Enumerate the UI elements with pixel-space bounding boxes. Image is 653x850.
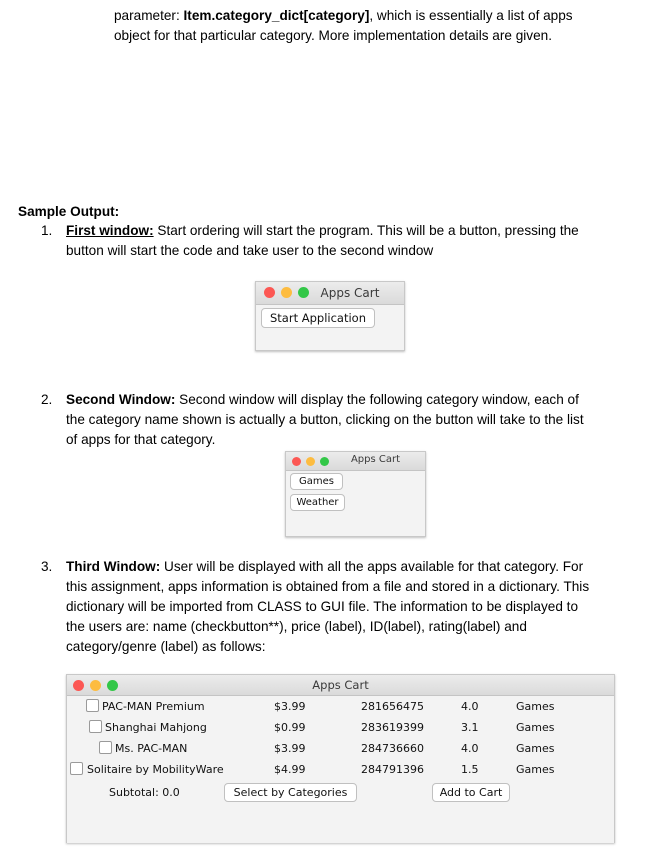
intro-line-2: object for that particular category. More implementation details are given.: [114, 28, 552, 43]
app-checkbox[interactable]: [70, 762, 83, 775]
intro-line-1: [114, 6, 573, 26]
third-window: [66, 674, 615, 843]
step-3-line-4: the users are: name (checkbutton**), price (label), ID(label), rating(label) and: [66, 619, 527, 634]
step-1-line-2: button will start the code and take user to the second window: [66, 243, 434, 258]
app-genre: Games: [516, 700, 555, 713]
intro-text: , which is essentially a list of apps: [369, 8, 573, 23]
games-category-button[interactable]: Games: [290, 473, 343, 490]
step-3-number: 3.: [41, 559, 53, 574]
app-price: $3.99: [274, 742, 306, 755]
start-application-button[interactable]: Start Application: [261, 308, 375, 328]
app-id: 284736660: [361, 742, 424, 755]
app-name: Shanghai Mahjong: [105, 721, 207, 734]
app-checkbox[interactable]: [99, 741, 112, 754]
subtotal-label: Subtotal: 0.0: [109, 786, 180, 799]
third-window-titlebar: [67, 675, 614, 696]
app-id: 281656475: [361, 700, 424, 713]
app-name: Solitaire by MobilityWare: [87, 763, 224, 776]
app-checkbox[interactable]: [86, 699, 99, 712]
step-2-line-2: the category name shown is actually a button, clicking on the button will take to the list: [66, 412, 584, 427]
app-rating: 4.0: [461, 742, 479, 755]
step-1-number: 1.: [41, 223, 53, 238]
window-title: Apps Cart: [320, 286, 380, 300]
app-id: 284791396: [361, 763, 424, 776]
app-rating: 3.1: [461, 721, 479, 734]
app-genre: Games: [516, 742, 555, 755]
window-title: Apps Cart: [312, 678, 369, 692]
step-3-line-1: [66, 557, 583, 577]
step-2-number: 2.: [41, 392, 53, 407]
app-name: Ms. PAC-MAN: [115, 742, 188, 755]
app-price: $0.99: [274, 721, 306, 734]
intro-bold-param: Item.category_dict[category]: [183, 8, 370, 23]
first-window: [255, 281, 405, 351]
app-genre: Games: [516, 763, 555, 776]
intro-text: parameter:: [114, 8, 184, 23]
first-window-titlebar: [256, 282, 404, 305]
step-1-title: First window:: [66, 223, 154, 238]
second-window: [285, 451, 426, 537]
minimize-icon[interactable]: [281, 287, 292, 298]
step-1-line-1: [66, 221, 579, 241]
app-price: $4.99: [274, 763, 306, 776]
step-3-line-3: dictionary will be imported from CLASS to GUI file. The information to be displayed to: [66, 599, 579, 614]
sample-output-heading: Sample Output:: [18, 204, 120, 219]
step-3-line-2: this assignment, apps information is obtained from a file and stored in a dictionary. This: [66, 579, 590, 594]
select-by-categories-button[interactable]: Select by Categories: [224, 783, 357, 802]
step-3-title: Third Window:: [66, 559, 161, 574]
step-2-title: Second Window:: [66, 392, 176, 407]
app-rating: 1.5: [461, 763, 479, 776]
close-icon[interactable]: [264, 287, 275, 298]
weather-category-button[interactable]: Weather: [290, 494, 345, 511]
step-3-text: User will be displayed with all the apps available for that category. For: [160, 559, 584, 574]
app-checkbox[interactable]: [89, 720, 102, 733]
step-2-line-3: of apps for that category.: [66, 432, 216, 447]
step-2-line-1: [66, 390, 579, 410]
minimize-icon[interactable]: [306, 457, 315, 466]
app-price: $3.99: [274, 700, 306, 713]
add-to-cart-button[interactable]: Add to Cart: [432, 783, 510, 802]
step-3-line-5: category/genre (label) as follows:: [66, 639, 266, 654]
app-genre: Games: [516, 721, 555, 734]
window-title: Apps Cart: [350, 454, 401, 465]
close-icon[interactable]: [292, 457, 301, 466]
app-id: 283619399: [361, 721, 424, 734]
second-window-titlebar: [286, 452, 425, 471]
step-1-text: Start ordering will start the program. This will be a button, pressing the: [153, 223, 579, 238]
app-rating: 4.0: [461, 700, 479, 713]
step-2-text: Second window will display the following category window, each of: [175, 392, 579, 407]
app-name: PAC-MAN Premium: [102, 700, 205, 713]
